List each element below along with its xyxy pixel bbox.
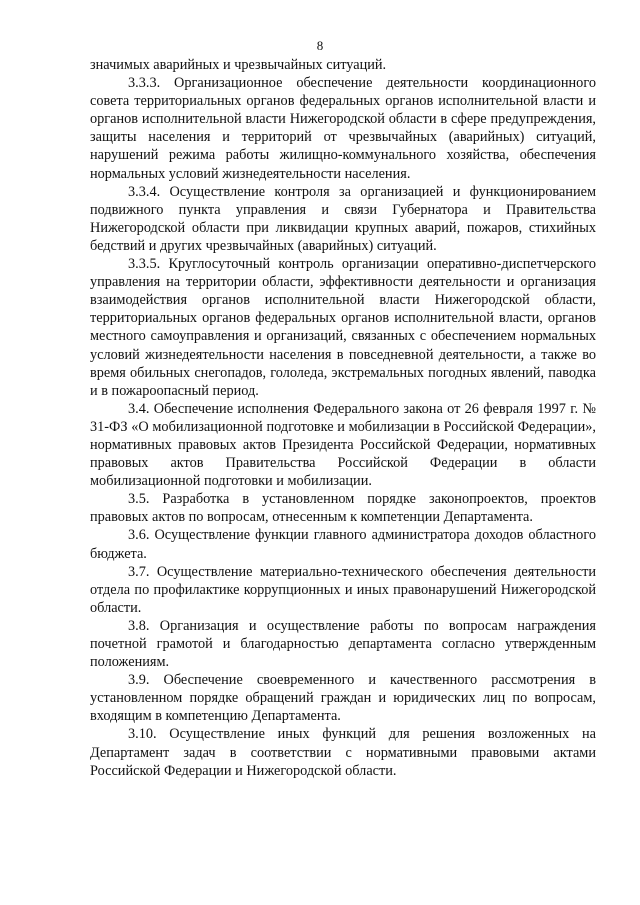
paragraph-3-6: 3.6. Осуществление функции главного администратора доходов областного бюджета. <box>90 527 596 562</box>
document-body <box>90 56 596 780</box>
paragraph-3-4: 3.4. Обеспечение исполнения Федерального закона от 26 февраля 1997 г. № 31-ФЗ «О мобилизационной подготовке и мобилизации в Российской Федерации», нормативных правовых актов Президента Российской Федерации, нормативных правовых актов Правительства Российской Федерации в области мобилизационной подготовки и мобилизации. <box>90 400 596 490</box>
paragraph-3-5: 3.5. Разработка в установленном порядке законопроектов, проектов правовых актов по вопросам, отнесенным к компетенции Департамента. <box>90 491 596 526</box>
paragraph-3-3-5: 3.3.5. Круглосуточный контроль организации оперативно-диспетчерского управления на территории области, эффективности деятельности и организация взаимодействия органов исполнительной власти Нижегородской области, территориальных органов федеральных органов исполнительной власти, органов местного самоуправления и организаций, связанных с обеспечением нормальных условий жизнедеятельности населения в повседневной деятельности, а также во время обильных снегопадов, гололеда, экстремальных погодных явлений, паводка и в пожароопасный период. <box>90 256 596 399</box>
paragraph-3-3-4: 3.3.4. Осуществление контроля за организацией и функционированием подвижного пункта управления и связи Губернатора и Правительства Нижегородской области при ликвидации крупных аварий, пожаров, стихийных бедствий и других чрезвычайных (аварийных) ситуаций. <box>90 183 596 254</box>
paragraph-3-3-3: 3.3.3. Организационное обеспечение деятельности координационного совета территориальных органов федеральных органов исполнительной власти и органов исполнительной власти Нижегородской области в сфере предупреждения, защиты населения и территорий от чрезвычайных (аварийных) ситуаций, нарушений режима работы жилищно-коммунального хозяйства, обеспечения нормальных условий жизнедеятельности населения. <box>90 75 596 182</box>
paragraph-3-8: 3.8. Организация и осуществление работы по вопросам награждения почетной грамотой и благодарностью департамента согласно утвержденным положениям. <box>90 617 596 671</box>
paragraph-3-9: 3.9. Обеспечение своевременного и качественного рассмотрения в установленном порядке обращений граждан и юридических лиц по вопросам, входящим в компетенцию Департамента. <box>90 672 596 725</box>
paragraph-3-7: 3.7. Осуществление материально-технического обеспечения деятельности отдела по профилактике коррупционных и иных правонарушений Нижегородской области. <box>90 563 596 616</box>
paragraph-3-10: 3.10. Осуществление иных функций для решения возложенных на Департамент задач в соответствии с нормативными правовыми актами Российской Федерации и Нижегородской области. <box>90 726 596 779</box>
page-number: 8 <box>316 38 324 53</box>
paragraph-continuation: значимых аварийных и чрезвычайных ситуаций. <box>90 57 387 73</box>
